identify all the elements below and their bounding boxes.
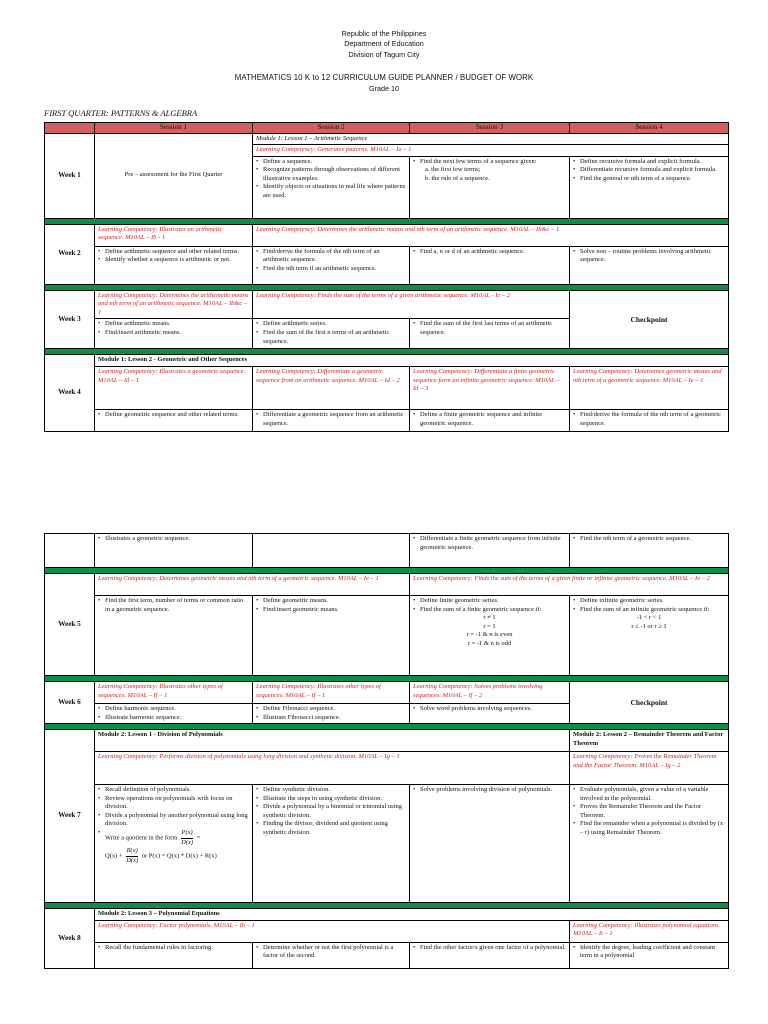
list-item: • Find the other factor/s given one factor of a polynomial. bbox=[413, 944, 566, 953]
week-7-label: Week 7 bbox=[45, 730, 95, 903]
week-8-lc-4: Learning Competency: Illustrates polynomial equations. M10AL – Ii – 1 bbox=[570, 920, 729, 942]
week-4-module: Module 1: Lesson 2 - Geometric and Other Sequences bbox=[95, 355, 729, 367]
list-item: • Define arithmetic means. bbox=[98, 320, 249, 329]
list-item: • Find/insert arithmetic means. bbox=[98, 329, 249, 338]
list-item: • Differentiate recursive formula and explicit formula. bbox=[573, 166, 725, 175]
fraction-denominator: D(x) bbox=[181, 838, 194, 846]
list-subitem: a. the first few terms; bbox=[425, 166, 481, 174]
list-item: • Find the remainder when a polynomial is divided by (x – r) using Remainder Theorem. bbox=[573, 820, 725, 837]
list-item: • Identify whether a sequence is arithmetic or not. bbox=[98, 256, 249, 265]
week-3-label: Week 3 bbox=[45, 290, 95, 349]
week-7-session-4 bbox=[570, 785, 729, 903]
ratio-case: r = -1 & n is even bbox=[466, 631, 513, 639]
list-item: • Define Fibonacci sequence. bbox=[256, 705, 406, 714]
week-8-session-4 bbox=[570, 942, 729, 968]
week-3-session-3 bbox=[410, 319, 570, 349]
week-4-session-1 bbox=[95, 409, 253, 431]
session-header-row bbox=[45, 123, 729, 134]
list-item: • Recognize patterns through observations of different illustrative examples. bbox=[256, 166, 406, 183]
grade-label: Grade 10 bbox=[369, 83, 399, 93]
week-3-lc-2: Learning Competency: Finds the sum of the terms of a given arithmetic sequence. M10AL - Ic – 2 bbox=[253, 290, 570, 319]
week-1-session-3 bbox=[410, 156, 570, 218]
week-7-session-1 bbox=[95, 785, 253, 903]
week-8-session-2 bbox=[253, 942, 410, 968]
week-4-label: Week 4 bbox=[45, 355, 95, 432]
week-7-session-3 bbox=[410, 785, 570, 903]
week-6-session-3 bbox=[410, 704, 570, 724]
quotient-q: Q(x) + bbox=[105, 852, 123, 860]
week-5-lc-1: Learning Competency: Determines geometric means and nth term of a geometric sequence. M10AL – Ie – 1 bbox=[95, 574, 410, 596]
list-item: • Define harmonic sequence. bbox=[98, 705, 249, 714]
week-1-session-1: Pre – assessment for the First Quarter bbox=[95, 133, 253, 218]
week-6-lc-3: Learning Competency: Solves problems involving sequences. M10AL – If – 2 bbox=[410, 682, 570, 704]
list-item: • Find a, n or d of an arithmetic sequence. bbox=[413, 248, 566, 257]
list-item: • Solve word problems involving sequences. bbox=[413, 705, 566, 714]
list-item: • Define geometric means. bbox=[256, 597, 406, 606]
list-item: • Find the nth term of a geometric sequence. bbox=[573, 535, 725, 544]
week-3-session-2 bbox=[253, 319, 410, 349]
week-2-lc-1: Learning Competency: Illustrates an arithmetic sequence. M10AL – Ib - 1 bbox=[95, 224, 253, 246]
week-3-lc-1: Learning Competency: Determines the arithemetic means and nth term of an arithmetic sequence. M10AL – Ib&c – 1 bbox=[95, 290, 253, 319]
fraction-denominator: D(x) bbox=[126, 856, 139, 864]
budget-table-page-2 bbox=[44, 533, 729, 969]
week-2-session-2 bbox=[253, 246, 410, 284]
fraction-numerator: R(x) bbox=[126, 847, 138, 857]
cont-session-4 bbox=[570, 534, 729, 568]
list-subitem: b. the rule of a sequence. bbox=[425, 174, 490, 182]
list-item: • Define finite geometric series. bbox=[413, 597, 566, 606]
week-6-checkpoint: Checkpoint bbox=[570, 682, 729, 724]
week-1-session-2 bbox=[253, 156, 410, 218]
week-5-session-2 bbox=[253, 596, 410, 676]
week-4-lc-2: Learning Competency: Differentiate a geometric sequence from an arithmetic sequence. M10AL – Id – 2 bbox=[253, 366, 410, 409]
week-6-session-1 bbox=[95, 704, 253, 724]
list-item: • Find/insert geometric means. bbox=[256, 606, 406, 615]
week-3-checkpoint: Checkpoint bbox=[570, 290, 729, 349]
week-5-session-4 bbox=[570, 596, 729, 676]
list-item: • Divide a polynomial by a binomial or trinomial using synthetic division. bbox=[256, 803, 406, 820]
session-4-header: Session 4 bbox=[570, 123, 729, 134]
cont-session-3 bbox=[410, 534, 570, 568]
fraction-numerator: P(x) bbox=[181, 829, 193, 839]
document-title: MATHEMATICS 10 K to 12 CURRICULUM GUIDE PLANNER / BUDGET OF WORK bbox=[234, 73, 534, 83]
week-6-session-2 bbox=[253, 704, 410, 724]
week-8-session-1 bbox=[95, 942, 253, 968]
week-7-lc-4: Learning Competency: Proves the Remainder Theorem and the Factor Theorem. M10AL – Ig – 2 bbox=[570, 752, 729, 785]
list-item: • Recall the fundamental rules in factoring. bbox=[98, 944, 249, 953]
list-item: • Find the nth term if an arithmetic sequence. bbox=[256, 265, 406, 274]
list-item: • Illustrate the steps in using synthetic division. bbox=[256, 795, 406, 804]
week-6-lc-2: Learning Competency: Illustrates other types of sequences. M10AL – If – 1 bbox=[253, 682, 410, 704]
list-item: • Define infinite geometric series. bbox=[573, 597, 725, 606]
list-item-quotient bbox=[98, 829, 249, 847]
week-4-lc-1: Learning Competency: Illustrates a geometric sequence. M10AL – Id – 1 bbox=[95, 366, 253, 409]
equals-sign: = bbox=[196, 834, 201, 842]
list-item: • Determine whether or not the first polynomial is a factor of the second bbox=[256, 944, 406, 961]
list-item: • Define arithmetic series. bbox=[256, 320, 406, 329]
week-8-lc-1: Learning Competency: Factor polynomials. M10AL – Ih – 1 bbox=[95, 920, 570, 942]
week-6-lc-1: Learning Competency: Illustrates other types of sequences. M10AL – If – 1 bbox=[95, 682, 253, 704]
quarter-heading: FIRST QUARTER: PATTERNS & ALGEBRA bbox=[44, 108, 198, 118]
week-4-session-2 bbox=[253, 409, 410, 431]
page-2 bbox=[0, 500, 768, 1024]
ratio-case: r = 1 bbox=[483, 622, 496, 630]
week-5-session-1 bbox=[95, 596, 253, 676]
list-item: • Define synthetic division. bbox=[256, 786, 406, 795]
document-header bbox=[0, 29, 768, 94]
quotient-text: Write a quotient in the form bbox=[105, 834, 178, 842]
list-item: • Solve non – routine problems involving arithmetic sequence. bbox=[573, 248, 725, 265]
list-item: • Define a sequence. bbox=[256, 158, 406, 167]
budget-table-page-1 bbox=[44, 122, 729, 432]
list-item: • Define arithmetic sequence and other related terms. bbox=[98, 248, 249, 257]
list-item: • Evaluate polynomials, given a value of a variable involved in the polynomial. bbox=[573, 786, 725, 803]
week-7-module-4: Module 2: Lesson 2 – Remainder Theorem and Factor Theorem bbox=[570, 730, 729, 752]
session-3-header: Session 3 bbox=[410, 123, 570, 134]
list-item: • Illustrates a geometric sequence. bbox=[98, 535, 249, 544]
week-1-session-4 bbox=[570, 156, 729, 218]
list-item: • Find the sum of a finite geometric sequence if: bbox=[413, 606, 566, 615]
list-item: • Find/derive the formula of the nth term of a geometric sequence. bbox=[573, 411, 725, 428]
week-4-lc-4: Learning Competency: Determines geometric means and nth term of a geometric sequence. M10AL – Ie – 1 bbox=[570, 366, 729, 409]
week-1-learning-competency: Learning Competency: Generates patterns. M10AL – Ia – 1 bbox=[253, 145, 729, 157]
ratio-cases bbox=[573, 614, 725, 631]
quotient-alt-form: or P(x) = Q(x) * D(x) + R(x) bbox=[141, 852, 217, 860]
quotient-expression bbox=[98, 847, 249, 865]
header-department: Department of Education bbox=[344, 39, 424, 49]
week-1-module: Module 1: Lesson 1 – Arithmetic Sequence bbox=[253, 133, 729, 145]
week-4-session-3 bbox=[410, 409, 570, 431]
fraction-p-over-d bbox=[181, 829, 193, 847]
week-2-label: Week 2 bbox=[45, 224, 95, 284]
list-item: • Find the sum of the first n terms of an arithmetic sequence. bbox=[256, 329, 406, 346]
page-1 bbox=[0, 0, 768, 500]
week-5-lc-2: Learning Competency: Finds the sum of the terms of a given finite or infinite geometric sequence. M10AL – Ie – 2 bbox=[410, 574, 729, 596]
week-5-label: Week 5 bbox=[45, 574, 95, 676]
list-item: • Find the sum of the first last terms of an arithmetic sequence. bbox=[413, 320, 566, 337]
session-2-header: Session 2 bbox=[253, 123, 410, 134]
list-item: • Finding the divisor, dividend and quotient using synthetic division. bbox=[256, 820, 406, 837]
list-item: • Illustrate harmonic sequence. bbox=[98, 714, 249, 723]
week-1-label: Week 1 bbox=[45, 133, 95, 218]
list-item: • Identify objects or situations in real life where patterns are used. bbox=[256, 183, 406, 200]
week-7-lc-1: Learning Competency: Performs division of polynomials using long division and synthetic division. M10AL – Ig – 1 bbox=[95, 752, 570, 785]
list-item: • Find the sum of an infinite geometric sequence if: bbox=[573, 606, 725, 615]
week-4-session-4 bbox=[570, 409, 729, 431]
list-item: • Divide a polynomial by another polynomial using long division. bbox=[98, 812, 249, 829]
week-2-session-3 bbox=[410, 246, 570, 284]
fraction-r-over-d bbox=[126, 847, 138, 865]
list-item: • Review operations on polynomials with focus on division. bbox=[98, 795, 249, 812]
week-8-session-3 bbox=[410, 942, 570, 968]
ratio-case: r ≠ 1 bbox=[483, 614, 496, 622]
session-1-header: Session 1 bbox=[95, 123, 253, 134]
ratio-case: r ≤ -1 or r ≥ 1 bbox=[631, 622, 667, 630]
list-item: • Differentiate a finite geometric sequence from infinite geometric sequence. bbox=[413, 535, 566, 552]
ratio-case: -1 < r < 1 bbox=[636, 614, 662, 622]
list-item: • Find/derive the formula of the nth term of an arithmetic sequence. bbox=[256, 248, 406, 265]
week-5-session-3 bbox=[410, 596, 570, 676]
list-item: • Illustrate Fibonacci sequence. bbox=[256, 714, 406, 723]
list-item: • Proves the Remainder Theorem and the Factor Theorem. bbox=[573, 803, 725, 820]
list-item: • Find the first term, number of terms or common ratio in a geometric sequence. bbox=[98, 597, 249, 614]
week-4-lc-3: Learning Competency: Differentiate a finite geometric sequence form an infinite geometric sequence. M10AL – Id – 3 bbox=[410, 366, 570, 409]
list-item: • Recall definition of polynomials. bbox=[98, 786, 249, 795]
week-7-module: Module 2: Lesson 1 - Division of Polynomials bbox=[95, 730, 570, 752]
cont-session-2 bbox=[253, 534, 410, 568]
week-2-lc-2: Learning Competency: Determines the arithmetic means and nth term of an arithmetic sequence. M10AL – Ib&c – 1 bbox=[253, 224, 729, 246]
list-item: • Find the next few terms of a sequence given: bbox=[413, 158, 566, 167]
week-2-session-1 bbox=[95, 246, 253, 284]
ratio-case: r = -1 & n is odd bbox=[467, 639, 512, 647]
ratio-cases bbox=[413, 614, 566, 648]
list-item: • Differentiate a geometric sequence from an arithmetic sequence. bbox=[256, 411, 406, 428]
list-item: • Define geometric sequence and other related terms. bbox=[98, 411, 249, 420]
week-2-session-4 bbox=[570, 246, 729, 284]
header-division: Division of Tagum City bbox=[348, 49, 420, 59]
list-item: • Identify the degree, leading coefficient and constant term in a polynomial bbox=[573, 944, 725, 961]
week-8-label: Week 8 bbox=[45, 909, 95, 969]
list-item: • Define recursive formula and explicit formula. bbox=[573, 158, 725, 167]
week-8-module: Module 2: Lesson 3 – Polynomial Equations bbox=[95, 909, 729, 921]
week-3-session-1 bbox=[95, 319, 253, 349]
cont-session-1 bbox=[95, 534, 253, 568]
header-republic: Republic of the Philippines bbox=[341, 29, 427, 38]
list-item: • Solve problems involving division of polynomials. bbox=[413, 786, 566, 795]
week-7-session-2 bbox=[253, 785, 410, 903]
week-6-label: Week 6 bbox=[45, 682, 95, 724]
list-item: • Find the general or nth term of a sequence. bbox=[573, 175, 725, 184]
list-item: • Define a finite geometric sequence and infinite geometric sequence. bbox=[413, 411, 566, 428]
